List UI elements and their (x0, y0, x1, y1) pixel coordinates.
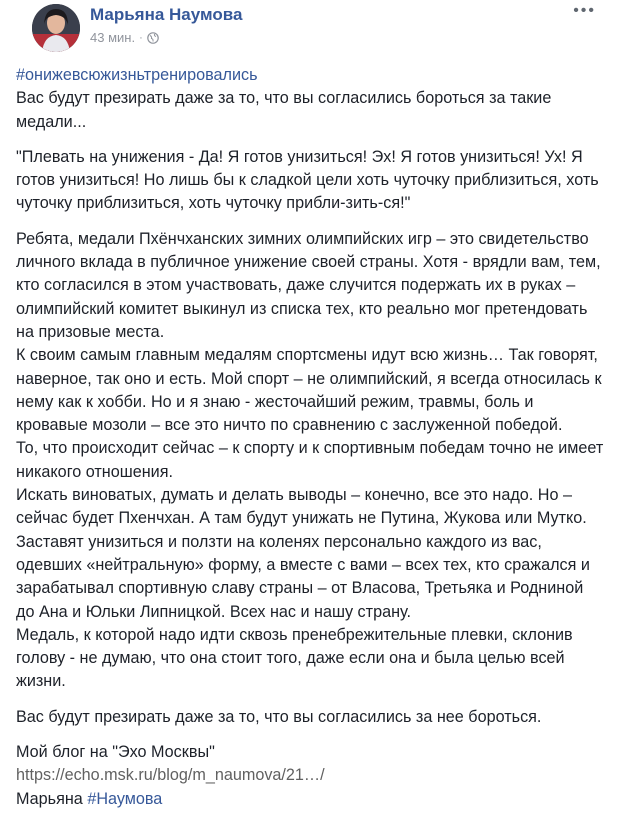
paragraph-4: К своим самым главным медалям спортсмены идут всю жизнь… Так говорят, наверное, так оно и есть. Мой спорт – не олимпийский, я всегда относилась к нему как к хобби. Но и я знаю - жесточайший режим, травмы, боль и кровавые мозоли – все это ничто по сравнению с заслуженной победой. (16, 346, 602, 435)
signature-hashtag[interactable]: #Наумова (87, 789, 163, 808)
paragraph-quote: "Плевать на унижения - Да! Я готов унизиться! Эх! Я готов унизиться! Ух! Я готов унизиться! Но лишь бы к сладкой цели хоть чуточку приблизиться, хоть чуточку приблизиться, хоть чуточку прибли-зить-ся!" (16, 147, 599, 213)
signature (16, 788, 606, 811)
paragraph-7: Заставят унизиться и ползти на коленях персонально каждого из вас, одевших «нейтральную» форму, а вместе с вами – всех тех, кто сражался и зарабатывал спортивную славу страны – от Власова, Третьяка и Родниной до Ана и Юльки Липницкой. Всех нас и нашу страну. (16, 532, 590, 621)
blog-link[interactable]: https://echo.msk.ru/blog/m_naumova/21…/ (16, 766, 325, 785)
post-time[interactable]: 43 мин. (90, 30, 136, 45)
hashtag-link[interactable]: #онижевсюжизньтренировались (16, 66, 258, 84)
post-meta (90, 30, 159, 45)
post-body (16, 58, 606, 811)
globe-icon[interactable] (147, 32, 159, 44)
paragraph-3: Ребята, медали Пхёнчханских зимних олимпийских игр – это свидетельство личного вклада в публичное унижение своей страны. Хотя - врядли вам, тем, кто согласился в этом участвовать, даже случится подержать их в руках – олимпийский комитет выкинул из списка тех, кто реально мог претендовать на призовые места. (16, 229, 601, 341)
paragraph-1: Вас будут презирать даже за то, что вы согласились бороться за такие медали... (16, 89, 552, 131)
meta-separator: · (139, 31, 143, 44)
signature-name: Марьяна (16, 789, 83, 808)
more-options-icon[interactable]: ••• (573, 2, 596, 19)
avatar[interactable] (32, 4, 80, 52)
post-header (16, 0, 606, 58)
paragraph-9: Вас будут презирать даже за то, что вы согласились за нее бороться. (16, 707, 542, 726)
paragraph-6: Искать виноватых, думать и делать выводы – конечно, все это надо. Но – сейчас будет Пхенчхан. А там будут унижать не Путина, Жукова или Мутко. (16, 486, 587, 528)
blog-intro: Мой блог на "Эхо Москвы" (16, 743, 215, 762)
paragraph-8: Медаль, к которой надо идти сквозь пренебрежительные плевки, склонив голову - не думаю, что она стоит того, даже если она и была целью всей жизни. (16, 625, 573, 691)
author-name[interactable]: Марьяна Наумова (90, 5, 243, 24)
paragraph-5: То, что происходит сейчас – к спорту и к спортивным победам точно не имеет никакого отношения. (16, 439, 604, 481)
